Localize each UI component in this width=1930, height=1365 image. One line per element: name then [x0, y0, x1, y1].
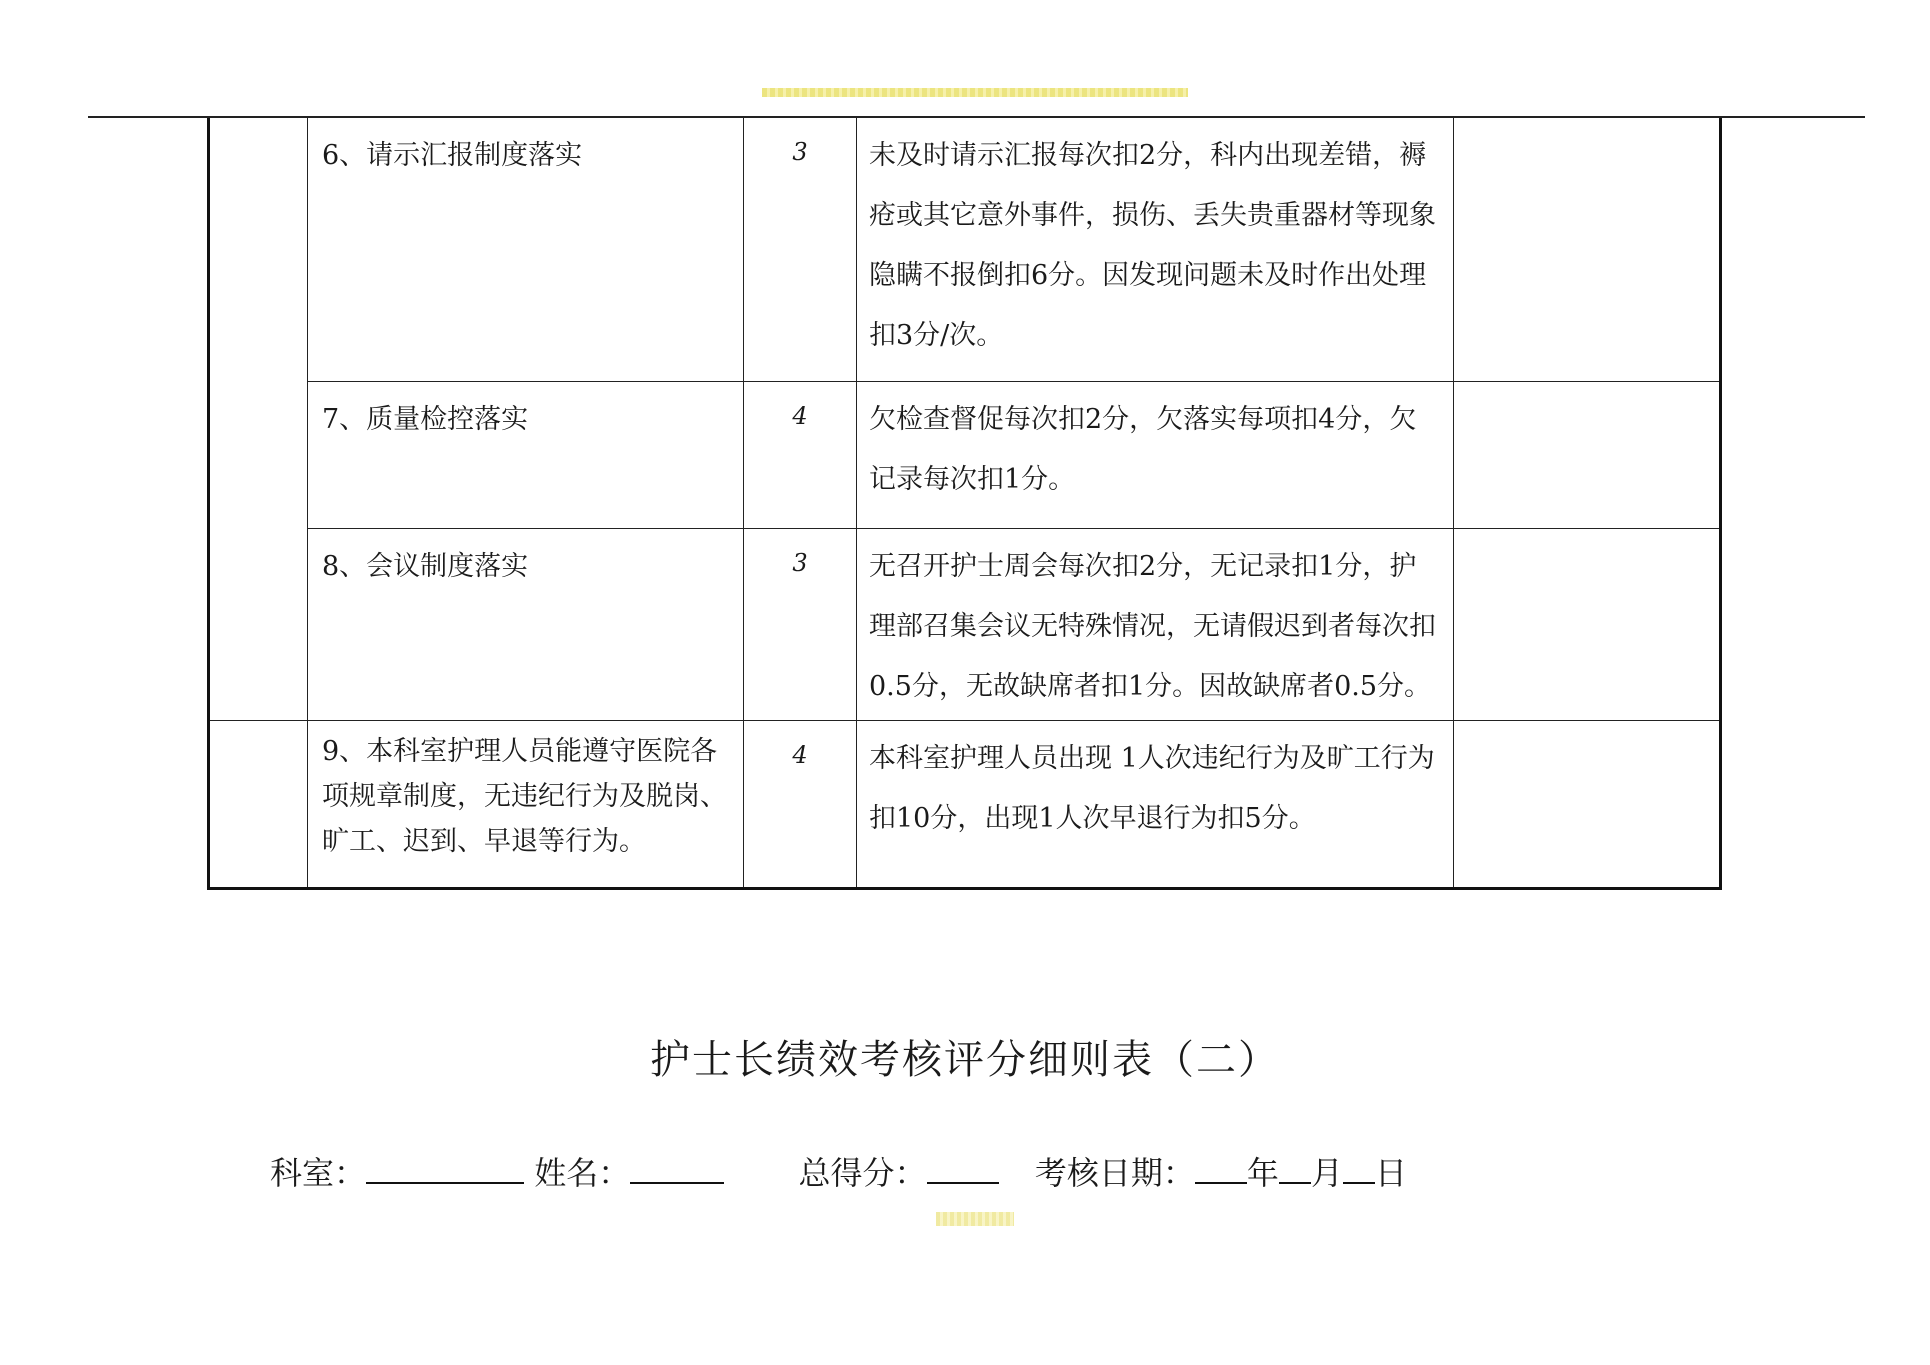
rule-cell: 无召开护士周会每次扣2分，无记录扣1分，护理部召集会议无特殊情况，无请假迟到者每次扣0.5分，无故缺席者扣1分。因故缺席者0.5分。 [857, 528, 1454, 720]
date-label: 考核日期： [1034, 1154, 1195, 1192]
category-cell [209, 720, 308, 888]
name-label: 姓名： [534, 1154, 631, 1192]
day-label: 日 [1374, 1154, 1407, 1192]
total-label: 总得分： [798, 1154, 927, 1192]
year-label: 年 [1246, 1154, 1279, 1192]
total-field[interactable] [927, 1152, 999, 1184]
rule-cell: 欠检查督促每次扣2分，欠落实每项扣4分，欠记录每次扣1分。 [857, 381, 1454, 528]
score-cell: 3 [744, 528, 857, 720]
dept-label: 科室： [270, 1154, 367, 1192]
rule-cell: 未及时请示汇报每次扣2分，科内出现差错，褥疮或其它意外事件，损伤、丢失贵重器材等现象隐瞒不报倒扣6分。因发现问题未及时作出处理扣3分/次。 [857, 118, 1454, 381]
dept-field[interactable] [366, 1152, 524, 1184]
table-row [209, 381, 1721, 528]
item-cell: 7、质量检控落实 [308, 381, 744, 528]
info-line [270, 1148, 1407, 1194]
item-cell: 8、会议制度落实 [308, 528, 744, 720]
header-watermark [762, 88, 1188, 97]
rule-cell: 本科室护理人员出现 1人次违纪行为及旷工行为扣10分，出现1人次早退行为扣5分。 [857, 720, 1454, 888]
day-field[interactable] [1343, 1152, 1375, 1184]
footer-watermark [936, 1212, 1014, 1226]
table-row [209, 118, 1721, 381]
document-title: 护士长绩效考核评分细则表（二） [650, 1037, 1280, 1083]
category-cell [209, 118, 308, 720]
month-label: 月 [1310, 1154, 1343, 1192]
table-row [209, 528, 1721, 720]
item-cell: 6、请示汇报制度落实 [308, 118, 744, 381]
blank-cell [1454, 528, 1721, 720]
table-row [209, 720, 1721, 888]
blank-cell [1454, 118, 1721, 381]
score-cell: 4 [744, 720, 857, 888]
year-field[interactable] [1195, 1152, 1247, 1184]
score-cell: 3 [744, 118, 857, 381]
name-field[interactable] [630, 1152, 724, 1184]
item-cell: 9、本科室护理人员能遵守医院各项规章制度，无违纪行为及脱岗、旷工、迟到、早退等行为。 [308, 720, 744, 888]
month-field[interactable] [1279, 1152, 1311, 1184]
blank-cell [1454, 720, 1721, 888]
score-cell: 4 [744, 381, 857, 528]
blank-cell [1454, 381, 1721, 528]
score-table [207, 118, 1722, 890]
